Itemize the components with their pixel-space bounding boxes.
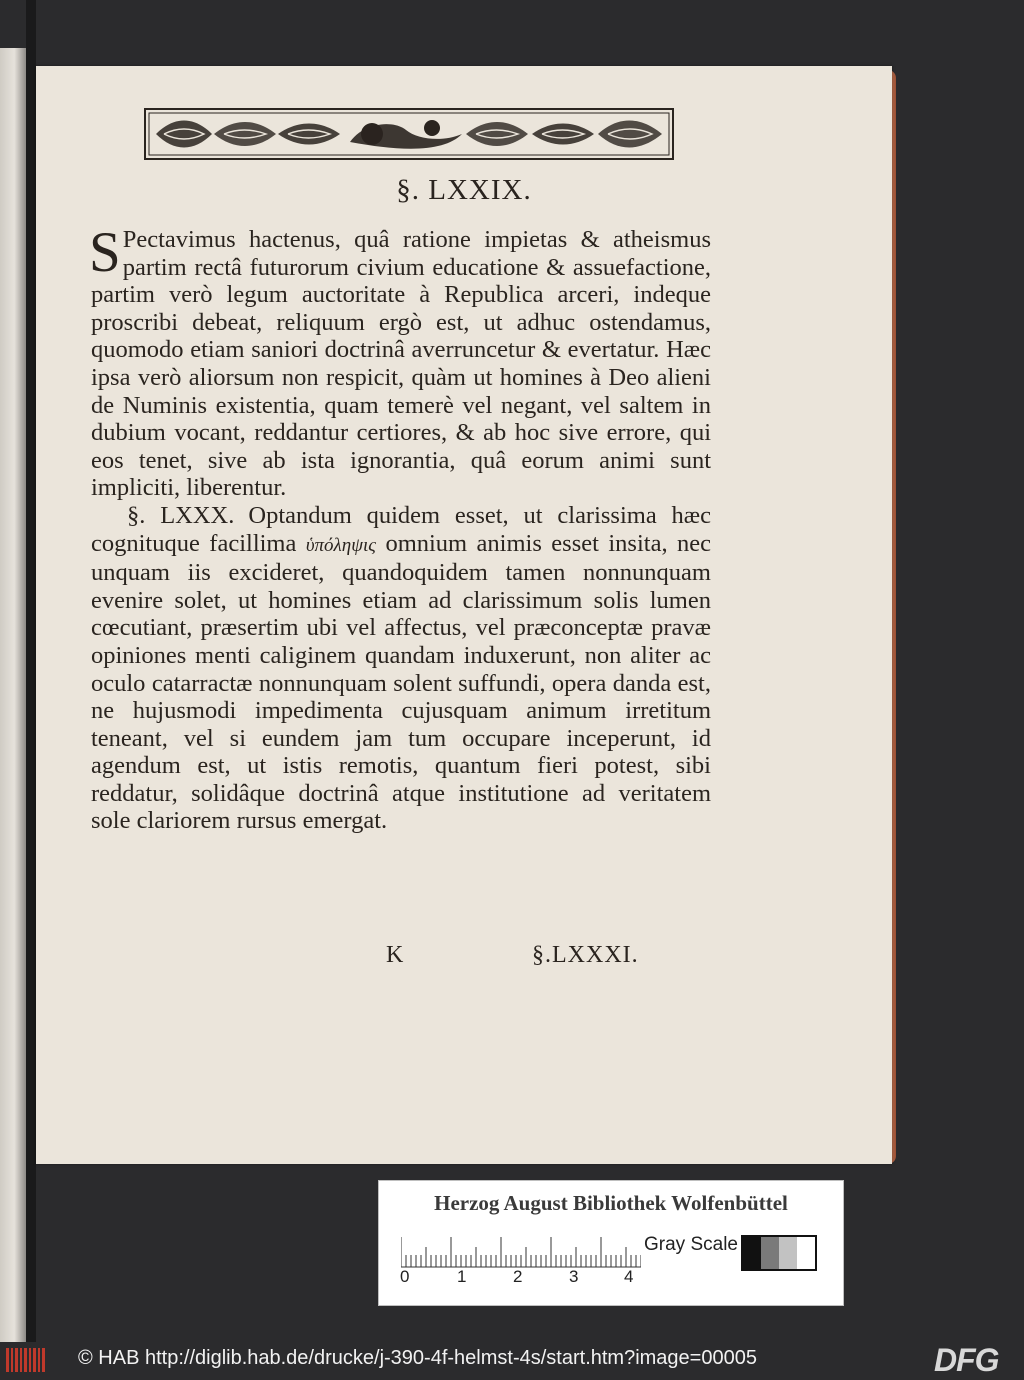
gray-scale-label: Gray Scale: [644, 1234, 738, 1255]
ruler-label-1: 1: [457, 1267, 467, 1286]
gray-swatch-1: [743, 1237, 761, 1269]
ruler-label-4: 4: [624, 1267, 634, 1286]
viewer-footer: [0, 1342, 1024, 1380]
paragraph-2-text-before: Optandum quidem esset, ut clarissima hæc cognituque facillima: [91, 501, 711, 557]
drop-cap: S: [89, 221, 121, 284]
paragraph-1: [89, 221, 711, 502]
headpiece-ornament: [144, 108, 674, 160]
copyright-url[interactable]: © HAB http://diglib.hab.de/drucke/j-390-4f-helmst-4s/start.htm?image=00005: [78, 1347, 757, 1369]
hab-barcode-icon: [6, 1346, 48, 1374]
book-gutter: [26, 0, 36, 1380]
previous-page-edge: [0, 48, 26, 1348]
section-heading: §. LXXIX.: [396, 174, 532, 206]
greek-word: ὑπόληψις: [305, 534, 376, 556]
signature-mark: K: [386, 942, 404, 968]
gray-swatch-4: [797, 1237, 815, 1269]
gray-scale-swatch: [741, 1235, 817, 1271]
catchword: §.LXXXI.: [532, 942, 639, 968]
ruler-scale: [401, 1229, 641, 1269]
ruler-label-2: 2: [513, 1267, 523, 1286]
library-name: Herzog August Bibliothek Wolfenbüttel: [434, 1191, 788, 1215]
body-text: [89, 221, 712, 835]
paragraph-2-text-after: omnium animis esset insita, nec unquam iis excideret, quandoquidem tamen nonnunquam evenire solet, ut homines etiam ad clarissimum solis lumen cœcutiant, præsertim ubi vel affectus, vel præconceptæ pravæ opiniones menti caliginem quandam induxerunt, non aliter ac oculo catarractæ nonnunquam solent suffundi, opera danda est, ne hujusmodi impedimenta cujusquam animum irretitum teneant, vel si eundem jam tum occupare inceperunt, id agendum est, ut istis remotis, quantum fieri potest, sibi reddatur, solidâque doctrinâ atque institutione ad veritatem sole clariorem rursus emergat.: [91, 529, 712, 835]
ruler-label-3: 3: [569, 1267, 579, 1286]
book-page: [36, 66, 892, 1164]
paragraph-2: [91, 502, 711, 835]
paragraph-1-text: Pectavimus hactenus, quâ ratione impietas & atheismus partim rectâ futurorum civium educatione & assuefactione, partim verò legum auctoritate à Republica arceri, indeque proscribi debeat, reliquum ergò est, ut adhuc ostendamus, quomodo etiam saniori doctrinâ averruncetur & evertatur. Hæc ipsa verò aliorsum non respicit, quàm ut homines à Deo alieni de Numinis existentia, quam temerè vel negant, vel saltem in dubium vocant, reddantur certiores, & ab hoc sive errore, qui eos tenet, sive ab ista ignorantia, quâ eorum animi sunt impliciti, liberentur.: [91, 226, 711, 502]
gray-swatch-3: [779, 1237, 797, 1269]
section-reference: §. LXXX.: [127, 501, 235, 529]
gray-swatch-2: [761, 1237, 779, 1269]
color-reference-card: [378, 1180, 844, 1306]
ruler-label-0: 0: [400, 1267, 410, 1286]
dfg-logo: DFG: [934, 1342, 999, 1378]
